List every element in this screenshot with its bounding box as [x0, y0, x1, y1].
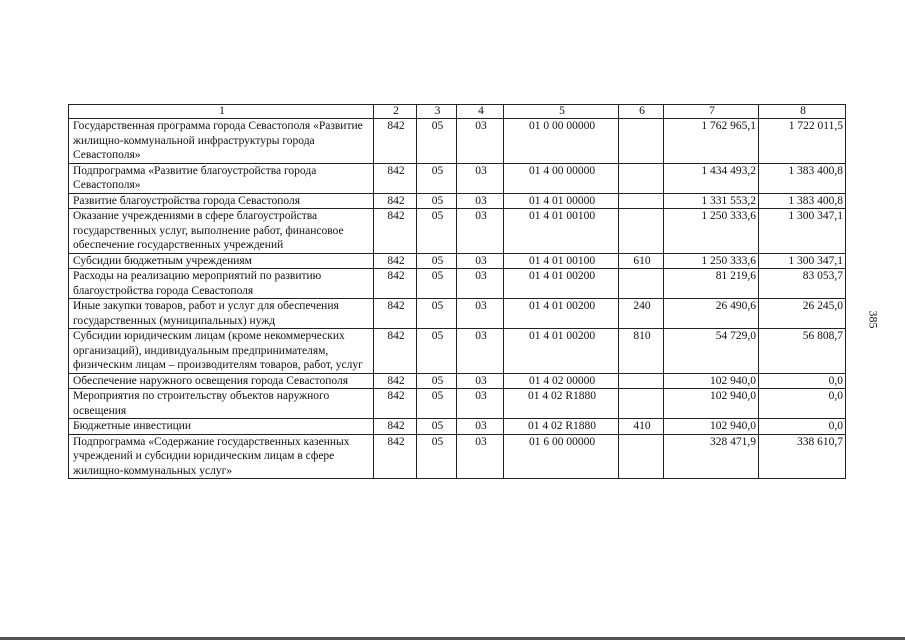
amount-col7: 102 940,0 — [664, 373, 759, 389]
subsection-code: 03 — [457, 119, 504, 164]
row-name: Субсидии бюджетным учреждениям — [69, 253, 374, 269]
expense-type — [619, 373, 664, 389]
target-code: 01 6 00 00000 — [504, 434, 619, 479]
amount-col8: 0,0 — [759, 373, 846, 389]
amount-col8: 56 808,7 — [759, 329, 846, 374]
subsection-code: 03 — [457, 193, 504, 209]
subsection-code: 03 — [457, 253, 504, 269]
table-row — [69, 269, 846, 299]
table-row — [69, 434, 846, 479]
amount-col7: 102 940,0 — [664, 419, 759, 435]
subsection-code: 03 — [457, 299, 504, 329]
amount-col8: 1 383 400,8 — [759, 193, 846, 209]
target-code: 01 4 02 R1880 — [504, 389, 619, 419]
row-name: Бюджетные инвестиции — [69, 419, 374, 435]
section-code: 05 — [417, 209, 457, 254]
header-cell: 7 — [664, 105, 759, 119]
page-number: 385 — [866, 310, 881, 329]
section-code: 05 — [417, 269, 457, 299]
row-name: Подпрограмма «Содержание государственных казенных учреждений и субсидии юридическим лицам в сфере жилищно-коммунальных услуг» — [69, 434, 374, 479]
row-name: Субсидии юридическим лицам (кроме некоммерческих организаций), индивидуальным предпринимателям, физическим лицам – производителям товаров, работ, услуг — [69, 329, 374, 374]
subsection-code: 03 — [457, 389, 504, 419]
expense-type — [619, 209, 664, 254]
section-code: 05 — [417, 119, 457, 164]
target-code: 01 4 01 00100 — [504, 253, 619, 269]
admin-code: 842 — [374, 373, 417, 389]
table-row — [69, 329, 846, 374]
expense-type — [619, 163, 664, 193]
amount-col8: 26 245,0 — [759, 299, 846, 329]
amount-col7: 81 219,6 — [664, 269, 759, 299]
section-code: 05 — [417, 163, 457, 193]
section-code: 05 — [417, 193, 457, 209]
admin-code: 842 — [374, 299, 417, 329]
subsection-code: 03 — [457, 329, 504, 374]
target-code: 01 4 01 00000 — [504, 193, 619, 209]
admin-code: 842 — [374, 389, 417, 419]
amount-col8: 338 610,7 — [759, 434, 846, 479]
section-code: 05 — [417, 434, 457, 479]
budget-table — [68, 104, 846, 479]
row-name: Подпрограмма «Развитие благоустройства города Севастополя» — [69, 163, 374, 193]
amount-col8: 1 383 400,8 — [759, 163, 846, 193]
row-name: Развитие благоустройства города Севастополя — [69, 193, 374, 209]
amount-col7: 328 471,9 — [664, 434, 759, 479]
table-row — [69, 389, 846, 419]
table-row — [69, 373, 846, 389]
header-cell: 1 — [69, 105, 374, 119]
amount-col7: 54 729,0 — [664, 329, 759, 374]
target-code: 01 4 01 00200 — [504, 329, 619, 374]
row-name: Мероприятия по строительству объектов наружного освещения — [69, 389, 374, 419]
amount-col8: 1 300 347,1 — [759, 253, 846, 269]
header-cell: 5 — [504, 105, 619, 119]
amount-col7: 1 434 493,2 — [664, 163, 759, 193]
header-cell: 3 — [417, 105, 457, 119]
section-code: 05 — [417, 299, 457, 329]
amount-col7: 1 250 333,6 — [664, 253, 759, 269]
row-name: Обеспечение наружного освещения города Севастополя — [69, 373, 374, 389]
amount-col8: 0,0 — [759, 419, 846, 435]
row-name: Оказание учреждениями в сфере благоустройства государственных услуг, выполнение работ, финансовое обеспечение государственных учреждений — [69, 209, 374, 254]
admin-code: 842 — [374, 419, 417, 435]
expense-type: 610 — [619, 253, 664, 269]
section-code: 05 — [417, 389, 457, 419]
header-cell: 4 — [457, 105, 504, 119]
admin-code: 842 — [374, 209, 417, 254]
admin-code: 842 — [374, 434, 417, 479]
expense-type: 410 — [619, 419, 664, 435]
expense-type — [619, 434, 664, 479]
row-name: Государственная программа города Севастополя «Развитие жилищно-коммунальной инфраструктуры города Севастополя» — [69, 119, 374, 164]
header-cell: 2 — [374, 105, 417, 119]
expense-type: 810 — [619, 329, 664, 374]
section-code: 05 — [417, 419, 457, 435]
subsection-code: 03 — [457, 269, 504, 299]
admin-code: 842 — [374, 163, 417, 193]
table-row — [69, 209, 846, 254]
amount-col7: 1 250 333,6 — [664, 209, 759, 254]
expense-type — [619, 193, 664, 209]
subsection-code: 03 — [457, 434, 504, 479]
target-code: 01 4 02 00000 — [504, 373, 619, 389]
amount-col7: 102 940,0 — [664, 389, 759, 419]
admin-code: 842 — [374, 269, 417, 299]
section-code: 05 — [417, 329, 457, 374]
target-code: 01 4 01 00200 — [504, 269, 619, 299]
row-name: Расходы на реализацию мероприятий по развитию благоустройства города Севастополя — [69, 269, 374, 299]
amount-col8: 0,0 — [759, 389, 846, 419]
header-cell: 6 — [619, 105, 664, 119]
amount-col7: 1 331 553,2 — [664, 193, 759, 209]
section-code: 05 — [417, 373, 457, 389]
row-name: Иные закупки товаров, работ и услуг для обеспечения государственных (муниципальных) нужд — [69, 299, 374, 329]
subsection-code: 03 — [457, 209, 504, 254]
admin-code: 842 — [374, 119, 417, 164]
header-row — [69, 105, 846, 119]
amount-col8: 1 722 011,5 — [759, 119, 846, 164]
admin-code: 842 — [374, 193, 417, 209]
amount-col8: 1 300 347,1 — [759, 209, 846, 254]
admin-code: 842 — [374, 329, 417, 374]
header-cell: 8 — [759, 105, 846, 119]
target-code: 01 4 01 00100 — [504, 209, 619, 254]
target-code: 01 0 00 00000 — [504, 119, 619, 164]
table-row — [69, 119, 846, 164]
amount-col8: 83 053,7 — [759, 269, 846, 299]
expense-type: 240 — [619, 299, 664, 329]
table-row — [69, 193, 846, 209]
target-code: 01 4 00 00000 — [504, 163, 619, 193]
target-code: 01 4 02 R1880 — [504, 419, 619, 435]
expense-type — [619, 119, 664, 164]
table-row — [69, 163, 846, 193]
subsection-code: 03 — [457, 163, 504, 193]
table-row — [69, 253, 846, 269]
expense-type — [619, 269, 664, 299]
amount-col7: 26 490,6 — [664, 299, 759, 329]
expense-type — [619, 389, 664, 419]
subsection-code: 03 — [457, 373, 504, 389]
admin-code: 842 — [374, 253, 417, 269]
amount-col7: 1 762 965,1 — [664, 119, 759, 164]
subsection-code: 03 — [457, 419, 504, 435]
section-code: 05 — [417, 253, 457, 269]
target-code: 01 4 01 00200 — [504, 299, 619, 329]
table-row — [69, 299, 846, 329]
table-row — [69, 419, 846, 435]
